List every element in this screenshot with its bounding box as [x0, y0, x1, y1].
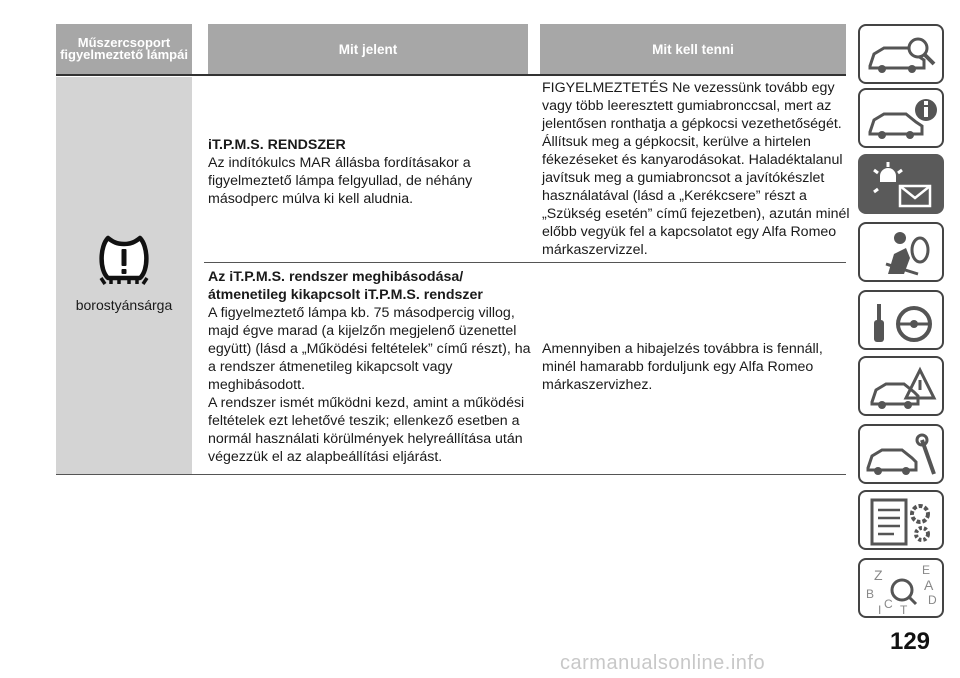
row2-meaning-title: átmenetileg kikapcsolt iT.P.M.S. rendszer [208, 287, 483, 303]
car-wrench-icon [860, 426, 946, 486]
row2-meaning-line: normál használati körülmények helyreállítása után [208, 431, 523, 447]
row1-meaning-title: iT.P.M.S. RENDSZER [208, 137, 346, 153]
header-action-label: Mit kell tenni [652, 41, 734, 57]
car-info-icon [860, 90, 946, 150]
index-letter: Z [874, 567, 883, 583]
header-meaning [208, 24, 528, 74]
row1-action-line: FIGYELMEZTETÉS Ne vezessünk tovább egy [542, 80, 835, 96]
header-lamp-group-label: Műszercsoport figyelmeztető lámpái [60, 35, 188, 62]
row1-meaning-line: figyelmeztető lámpa felgyullad, de néhány [208, 173, 473, 189]
chapter-tab-car-search[interactable] [858, 24, 944, 84]
row2-meaning-line: A rendszer ismét működni kezd, amint a működési [208, 395, 525, 411]
chapter-tab-index[interactable] [858, 558, 944, 618]
row2-meaning-title: Az iT.P.M.S. rendszer meghibásodása/ [208, 269, 464, 285]
row1-action-line: vagy több leeresztett gumiabronccsal, mert az [542, 98, 832, 114]
row1-action-line: „Szükség esetén” című fejezetben), azután minél [542, 206, 850, 222]
index-letter: C [884, 597, 893, 611]
row-divider [204, 262, 846, 263]
row1-action-line: javítsuk meg a gumiabroncsot a javítókészlet [542, 170, 825, 186]
tpms-warning-lamp-icon [95, 230, 153, 288]
lamp-color-label: borostyánsárga [75, 297, 173, 313]
index-letter: D [928, 593, 937, 607]
table-bottom-rule [56, 474, 846, 475]
chapter-tab-airbag[interactable] [858, 222, 944, 282]
chapter-tab-maintenance[interactable] [858, 424, 944, 484]
car-crash-icon [860, 358, 946, 418]
index-letter: I [878, 603, 882, 617]
row2-meaning-line: a rendszer átmenetileg kikapcsolt vagy [208, 359, 453, 375]
row1-meaning [208, 136, 472, 208]
header-lamp-group [56, 24, 192, 74]
chapter-tab-warning-lights[interactable] [858, 154, 944, 214]
row1-action-line: használatával (lásd a „Kerékcsere” részt a [542, 188, 807, 204]
index-letter: B [866, 587, 875, 601]
header-action [540, 24, 846, 74]
row1-action [542, 79, 850, 259]
row2-meaning-line: feltételek ezt lehetővé teszik; ellenkező esetben a [208, 413, 520, 429]
car-search-icon [860, 26, 946, 86]
chapter-tab-car-info[interactable] [858, 88, 944, 148]
header-rule [56, 74, 846, 76]
row1-meaning-line: másodperc múlva ki kell aludnia. [208, 191, 414, 207]
chapter-tab-emergency[interactable] [858, 356, 944, 416]
alphabet-index-icon [860, 560, 946, 620]
row2-meaning-line: együtt) (lásd a „Működési feltételek” című részt), ha [208, 341, 531, 357]
document-gears-icon [860, 492, 946, 552]
index-letter: A [924, 577, 934, 593]
row2-action-line: Amennyiben a hibajelzés továbbra is fennáll, [542, 341, 823, 357]
row1-action-line: fékezéseket és kanyarodásokat. Haladéktalanul [542, 152, 843, 168]
airbag-seat-icon [860, 224, 946, 284]
watermark: carmanualsonline.info [560, 652, 766, 674]
row2-meaning-line: végezzük el az alapbeállítási eljárást. [208, 449, 443, 465]
chapter-tab-specs[interactable] [858, 490, 944, 550]
index-letter: T [900, 603, 908, 617]
row2-meaning [208, 268, 531, 466]
page-number: 129 [889, 628, 931, 655]
key-steering-wheel-icon [860, 292, 946, 352]
row1-meaning-line: Az indítókulcs MAR állásba fordításakor a [208, 155, 471, 171]
row2-meaning-line: meghibásodott. [208, 377, 306, 393]
row1-action-line: előbb vegyük fel a kapcsolatot egy Alfa Romeo [542, 224, 837, 240]
row1-action-line: márkaszervizzel. [542, 242, 648, 258]
header-meaning-label: Mit jelent [338, 41, 398, 57]
row2-action [542, 340, 823, 394]
row2-meaning-line: A figyelmeztető lámpa kb. 75 másodpercig villog, [208, 305, 515, 321]
row1-action-line: jelentősen ronthatja a gépkocsi vezethetőségét. [542, 116, 842, 132]
row2-action-line: minél hamarabb forduljunk egy Alfa Romeo [542, 359, 814, 375]
row2-action-line: márkaszervizhez. [542, 377, 653, 393]
index-letter: E [922, 563, 931, 577]
chapter-tab-key-steering[interactable] [858, 290, 944, 350]
row1-action-line: Állítsuk meg a gépkocsit, kerülve a hirtelen [542, 134, 811, 150]
row2-meaning-line: majd égve marad (a kijelzőn megjelenő üzenettel [208, 323, 517, 339]
warning-lights-mail-icon [860, 156, 946, 216]
